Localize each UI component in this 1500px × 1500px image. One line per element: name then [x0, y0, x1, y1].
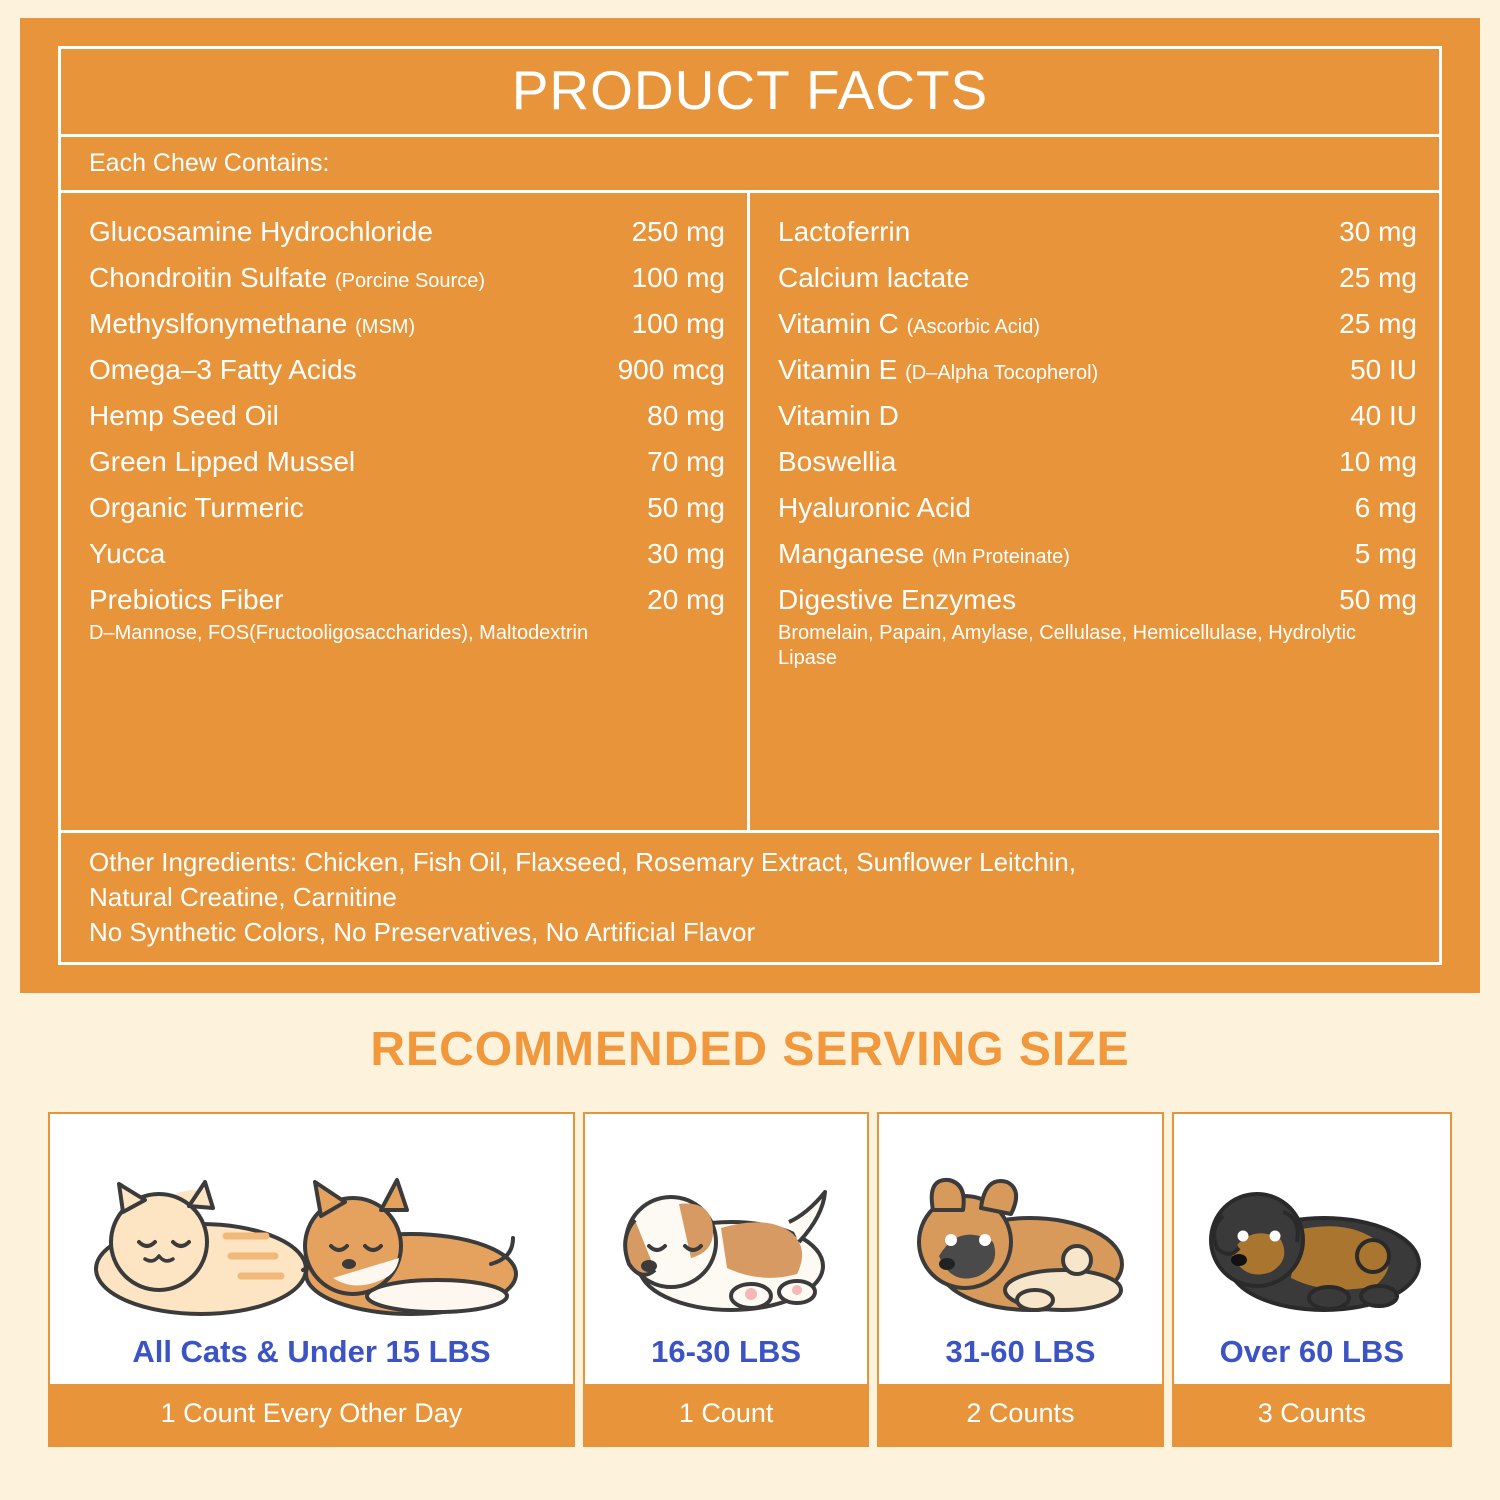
- ingredient-row: [778, 209, 1417, 255]
- page-title: PRODUCT FACTS: [511, 59, 989, 121]
- digestive-enzymes-note: Bromelain, Papain, Amylase, Cellulase, Hemicellulase, Hydrolytic Lipase: [778, 622, 1357, 669]
- ingredient-name: Vitamin D: [778, 400, 899, 431]
- serving-count-label: 1 Count: [585, 1384, 867, 1445]
- ingredient-amount: 250 mg: [631, 216, 725, 247]
- ingredient-name: Lactoferrin: [778, 216, 911, 247]
- ingredient-row: [778, 439, 1417, 485]
- ingredient-amount: 30 mg: [647, 538, 725, 569]
- ingredient-row: [89, 209, 725, 255]
- ingredient-name: Vitamin C (Ascorbic Acid): [778, 308, 1041, 339]
- ingredient-amount: 25 mg: [1339, 308, 1417, 339]
- ingredient-row: [89, 347, 725, 393]
- ingredients-columns: [61, 193, 1439, 830]
- prebiotics-fiber-note: D–Mannose, FOS(Fructooligosaccharides), Maltodextrin: [89, 622, 589, 644]
- serving-card: [877, 1112, 1163, 1447]
- other-ingredients: [61, 830, 1439, 962]
- weight-range-label: 31-60 LBS: [879, 1328, 1161, 1384]
- ingredient-amount: 80 mg: [647, 400, 725, 431]
- ingredient-row: [778, 485, 1417, 531]
- ingredient-amount: 40 IU: [1350, 400, 1417, 431]
- ingredient-name: Calcium lactate: [778, 262, 970, 293]
- ingredient-name: Manganese (Mn Proteinate): [778, 538, 1070, 569]
- serving-card: [48, 1112, 575, 1447]
- ingredient-row: [778, 255, 1417, 301]
- ingredient-amount: 10 mg: [1339, 446, 1417, 477]
- ingredient-name: Hemp Seed Oil: [89, 400, 279, 431]
- ingredient-name: Prebiotics Fiber: [89, 584, 284, 615]
- serving-count-label: 1 Count Every Other Day: [50, 1384, 573, 1445]
- ingredients-column-left: [61, 193, 750, 830]
- weight-range-label: Over 60 LBS: [1174, 1328, 1450, 1384]
- weight-range-label: All Cats & Under 15 LBS: [50, 1328, 573, 1384]
- product-facts-panel: [20, 18, 1480, 993]
- ingredient-amount: 70 mg: [647, 446, 725, 477]
- ingredient-amount: 20 mg: [647, 584, 725, 615]
- product-facts-frame: [58, 46, 1442, 965]
- ingredients-column-right: [750, 193, 1439, 830]
- ingredient-name: Green Lipped Mussel: [89, 446, 356, 477]
- ingredient-name: Yucca: [89, 538, 166, 569]
- serving-size-cards: [48, 1112, 1452, 1447]
- rottweiler-illustration: [1174, 1114, 1450, 1328]
- ingredient-amount: 100 mg: [631, 262, 725, 293]
- ingredient-row: [89, 393, 725, 439]
- ingredient-row: [778, 531, 1417, 577]
- ingredient-amount: 100 mg: [631, 308, 725, 339]
- serving-count-label: 3 Counts: [1174, 1384, 1450, 1445]
- cat-and-corgi-illustration: [50, 1114, 573, 1328]
- ingredient-row: [89, 531, 725, 577]
- other-ingredients-line-3: No Synthetic Colors, No Preservatives, No Artificial Flavor: [89, 916, 756, 947]
- ingredient-row: [89, 255, 725, 301]
- beagle-puppy-illustration: [585, 1114, 867, 1328]
- serving-card: [583, 1112, 869, 1447]
- serving-card: [1172, 1112, 1452, 1447]
- ingredient-name: Hyaluronic Acid: [778, 492, 971, 523]
- ingredient-subnote: (D–Alpha Tocopherol): [905, 362, 1099, 384]
- each-chew-label: Each Chew Contains:: [61, 134, 1439, 193]
- ingredient-row: [778, 347, 1417, 393]
- ingredient-amount: 50 mg: [1339, 584, 1417, 615]
- ingredient-row: [89, 485, 725, 531]
- ingredient-name: Omega–3 Fatty Acids: [89, 354, 357, 385]
- ingredient-amount: 6 mg: [1354, 492, 1417, 523]
- ingredient-name: Chondroitin Sulfate (Porcine Source): [89, 262, 485, 293]
- serving-size-title: RECOMMENDED SERVING SIZE: [370, 1023, 1130, 1076]
- ingredient-amount: 50 IU: [1350, 354, 1417, 385]
- ingredient-row: [89, 439, 725, 485]
- ingredient-name: Vitamin E (D–Alpha Tocopherol): [778, 354, 1099, 385]
- ingredient-name: Organic Turmeric: [89, 492, 304, 523]
- french-bulldog-illustration: [879, 1114, 1161, 1328]
- ingredient-row: [778, 301, 1417, 347]
- ingredient-name: Boswellia: [778, 446, 897, 477]
- ingredient-amount: 50 mg: [647, 492, 725, 523]
- other-ingredients-line-2: Natural Creatine, Carnitine: [89, 881, 397, 912]
- weight-range-label: 16-30 LBS: [585, 1328, 867, 1384]
- ingredient-subnote: (Mn Proteinate): [932, 546, 1070, 568]
- ingredient-name: Methyslfonymethane (MSM): [89, 308, 416, 339]
- ingredient-name: Digestive Enzymes: [778, 584, 1017, 615]
- ingredient-amount: 30 mg: [1339, 216, 1417, 247]
- ingredient-subnote: (Ascorbic Acid): [906, 316, 1041, 338]
- ingredient-amount: 900 mcg: [617, 354, 725, 385]
- other-ingredients-line-1: Other Ingredients: Chicken, Fish Oil, Flaxseed, Rosemary Extract, Sunflower Leitchin,: [89, 846, 1076, 877]
- ingredient-subnote: (Porcine Source): [334, 270, 485, 292]
- ingredient-row: [778, 577, 1417, 623]
- ingredient-subnote: (MSM): [355, 316, 416, 338]
- ingredient-name: Glucosamine Hydrochloride: [89, 216, 433, 247]
- serving-count-label: 2 Counts: [879, 1384, 1161, 1445]
- ingredient-amount: 25 mg: [1339, 262, 1417, 293]
- ingredient-row: [89, 577, 725, 623]
- ingredient-row: [778, 393, 1417, 439]
- ingredient-row: [89, 301, 725, 347]
- ingredient-amount: 5 mg: [1354, 538, 1417, 569]
